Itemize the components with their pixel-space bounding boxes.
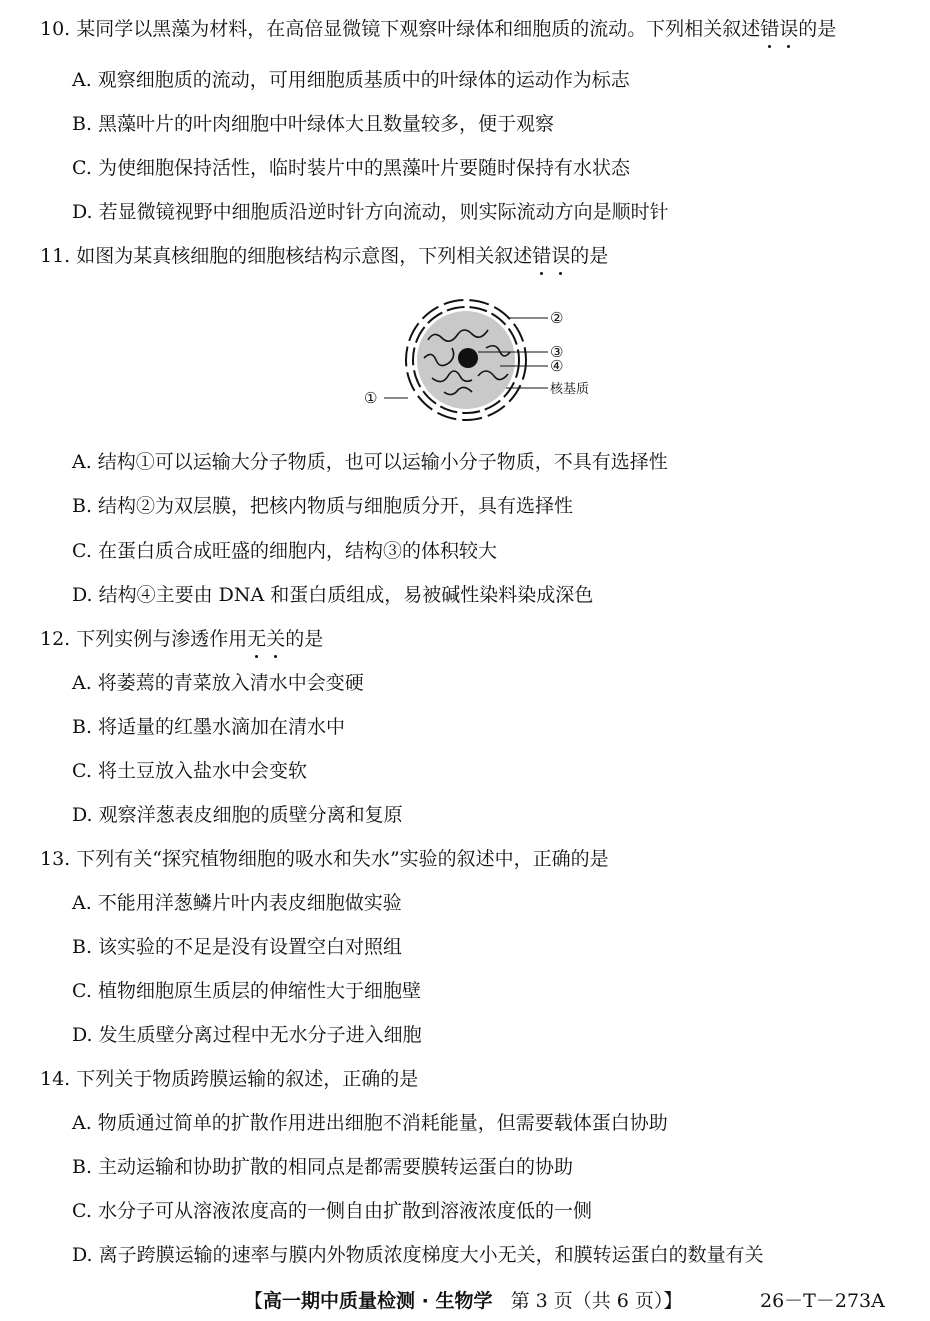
q11-option-d: D. 结构④主要由 DNA 和蛋白质组成，易被碱性染料染成深色	[72, 584, 594, 606]
q11-stem	[40, 244, 608, 268]
footer-code: 26－T－273A	[760, 1290, 885, 1312]
nucleus-diagram	[360, 292, 620, 432]
label-1: ①	[364, 389, 378, 407]
q12-option-b: B. 将适量的红墨水滴加在清水中	[72, 716, 346, 738]
q12-option-a: A. 将萎蔫的青菜放入清水中会变硬	[72, 672, 364, 694]
q10-option-d: D. 若显微镜视野中细胞质沿逆时针方向流动，则实际流动方向是顺时针	[72, 201, 669, 223]
footer-bracket-close: 】	[663, 1290, 683, 1312]
label-2: ②	[550, 309, 564, 327]
q11-stem-end: 的是	[570, 245, 609, 267]
q12-option-c: C. 将土豆放入盐水中会变软	[72, 760, 307, 782]
q11-stem-text: 11. 如图为某真核细胞的细胞核结构示意图，下列相关叙述	[40, 245, 533, 267]
emphasis-char: 误	[779, 18, 799, 40]
q10-stem-end: 的是	[798, 18, 837, 40]
q14-option-b: B. 主动运输和协助扩散的相同点是都需要膜转运蛋白的协助	[72, 1156, 574, 1178]
q10-stem-text: 10. 某同学以黑藻为材料，在高倍显微镜下观察叶绿体和细胞质的流动。下列相关叙述	[40, 18, 761, 40]
q14-stem: 14. 下列关于物质跨膜运输的叙述，正确的是	[40, 1068, 419, 1090]
emphasis-char: 误	[551, 245, 571, 267]
q12-option-d: D. 观察洋葱表皮细胞的质壁分离和复原	[72, 804, 403, 826]
emphasis-char: 无	[247, 628, 267, 650]
q12-stem-text: 12. 下列实例与渗透作用	[40, 628, 248, 650]
q11-option-a: A. 结构①可以运输大分子物质，也可以运输小分子物质，不具有选择性	[72, 451, 668, 473]
q13-stem: 13. 下列有关“探究植物细胞的吸水和失水”实验的叙述中，正确的是	[40, 848, 609, 870]
q10-option-a: A. 观察细胞质的流动，可用细胞质基质中的叶绿体的运动作为标志	[72, 69, 630, 91]
q13-option-d: D. 发生质壁分离过程中无水分子进入细胞	[72, 1024, 422, 1046]
footer-bracket-open: 【	[244, 1290, 264, 1312]
emphasis-char: 关	[266, 628, 286, 650]
q14-option-a: A. 物质通过简单的扩散作用进出细胞不消耗能量，但需要载体蛋白协助	[72, 1112, 668, 1134]
q13-option-c: C. 植物细胞原生质层的伸缩性大于细胞壁	[72, 980, 421, 1002]
q14-option-c: C. 水分子可从溶液浓度高的一侧自由扩散到溶液浓度低的一侧	[72, 1200, 592, 1222]
q11-option-b: B. 结构②为双层膜，把核内物质与细胞质分开，具有选择性	[72, 495, 574, 517]
q12-stem-end: 的是	[285, 628, 324, 650]
q12-stem	[40, 627, 323, 651]
q10-option-b: B. 黑藻叶片的叶肉细胞中叶绿体大且数量较多，便于观察	[72, 113, 555, 135]
label-4: ④	[550, 357, 564, 375]
q10-option-c: C. 为使细胞保持活性，临时装片中的黑藻叶片要随时保持有水状态	[72, 157, 630, 179]
emphasis-char: 错	[760, 18, 780, 40]
q14-option-d: D. 离子跨膜运输的速率与膜内外物质浓度梯度大小无关，和膜转运蛋白的数量有关	[72, 1244, 764, 1266]
emphasis-char: 错	[532, 245, 552, 267]
q10-stem	[40, 17, 836, 41]
label-nuclear-matrix: 核基质	[550, 382, 590, 397]
q13-option-a: A. 不能用洋葱鳞片叶内表皮细胞做实验	[72, 892, 402, 914]
footer-exam-title: 高一期中质量检测 · 生物学	[263, 1290, 493, 1312]
page-footer	[244, 1286, 682, 1313]
label-3: ③	[550, 343, 564, 361]
q11-option-c: C. 在蛋白质合成旺盛的细胞内，结构③的体积较大	[72, 540, 497, 562]
footer-page-number: 第 3 页（共 6 页）	[510, 1290, 664, 1312]
nucleolus	[458, 348, 478, 368]
q13-option-b: B. 该实验的不足是没有设置空白对照组	[72, 936, 403, 958]
